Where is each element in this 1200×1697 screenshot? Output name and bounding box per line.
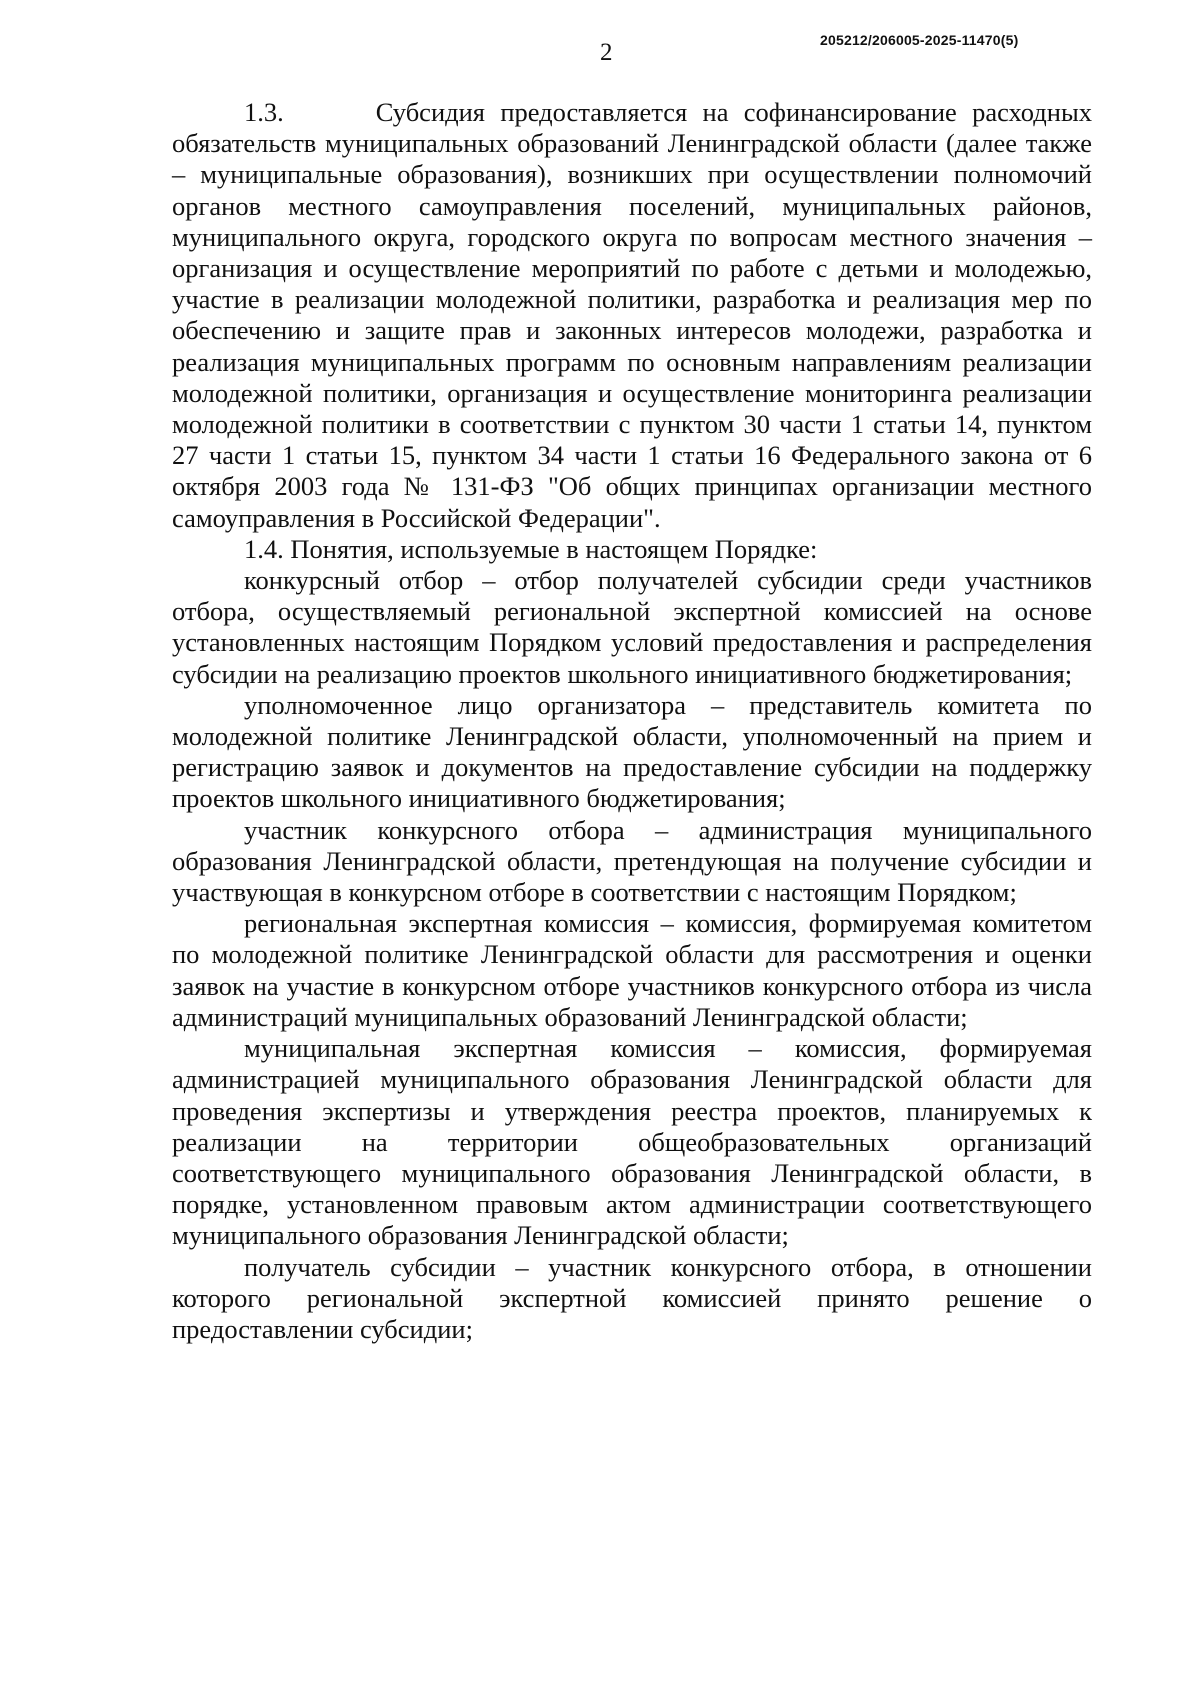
definition-municipal-expert-commission: муниципальная экспертная комиссия – комиссия, формируемая администрацией муниципального образования Ленинградской области для проведения экспертизы и утверждения реестра проектов, планируемых к реализации на территории общеобразовательных организаций соответствующего муниципального образования Ленинградской области, в порядке, установленном правовым актом администрации соответствующего муниципального образования Ленинградской области; [172, 1033, 1092, 1251]
definition-authorized-person: уполномоченное лицо организатора – представитель комитета по молодежной политике Ленинградской области, уполномоченный на прием и регистрацию заявок и документов на предоставление субсидии на поддержку проектов школьного инициативного бюджетирования; [172, 689, 1092, 814]
paragraph-1-3-subsidy-purpose: 1.3. Субсидия предоставляется на софинансирование расходных обязательств муниципальных образований Ленинградской области (далее также – муниципальные образования), возникших при осуществлении полномочий органов местного самоуправления поселений, муниципальных районов, муниципального округа, городского округа по вопросам местного значения – организация и осуществление мероприятий по работе с детьми и молодежью, участие в реализации молодежной политики, разработка и реализация мер по обеспечению и защите прав и законных интересов молодежи, разработка и реализация муниципальных программ по основным направлениям реализации молодежной политики, организация и осуществление мониторинга реализации молодежной политики в соответствии с пунктом 30 части 1 статьи 14, пунктом 27 части 1 статьи 15, пунктом 34 части 1 статьи 16 Федерального закона от 6 октября 2003 года № 131-ФЗ "Об общих принципах организации местного самоуправления в Российской Федерации". [172, 97, 1092, 533]
paragraph-1-4-definitions-heading: 1.4. Понятия, используемые в настоящем Порядке: [244, 533, 818, 564]
definition-competitive-selection: конкурсный отбор – отбор получателей субсидии среди участников отбора, осуществляемый региональной экспертной комиссией на основе установленных настоящим Порядком условий предоставления и распределения субсидии на реализацию проектов школьного инициативного бюджетирования; [172, 565, 1092, 689]
definition-selection-participant: участник конкурсного отбора – администрация муниципального образования Ленинградской области, претендующая на получение субсидии и участвующая в конкурсном отборе в соответствии с настоящим Порядком; [172, 814, 1092, 908]
document-registration-number: 205212/206005-2025-11470(5) [820, 32, 1019, 48]
page-number: 2 [600, 39, 613, 66]
document-body [172, 97, 1092, 1345]
definition-regional-expert-commission: региональная экспертная комиссия – комиссия, формируемая комитетом по молодежной политике Ленинградской области для рассмотрения и оценки заявок на участие в конкурсном отборе участников конкурсного отбора из числа администраций муниципальных образований Ленинградской области; [172, 908, 1092, 1032]
definition-subsidy-recipient: получатель субсидии – участник конкурсного отбора, в отношении которого региональной экспертной комиссией принято решение о предоставлении субсидии; [172, 1251, 1092, 1344]
